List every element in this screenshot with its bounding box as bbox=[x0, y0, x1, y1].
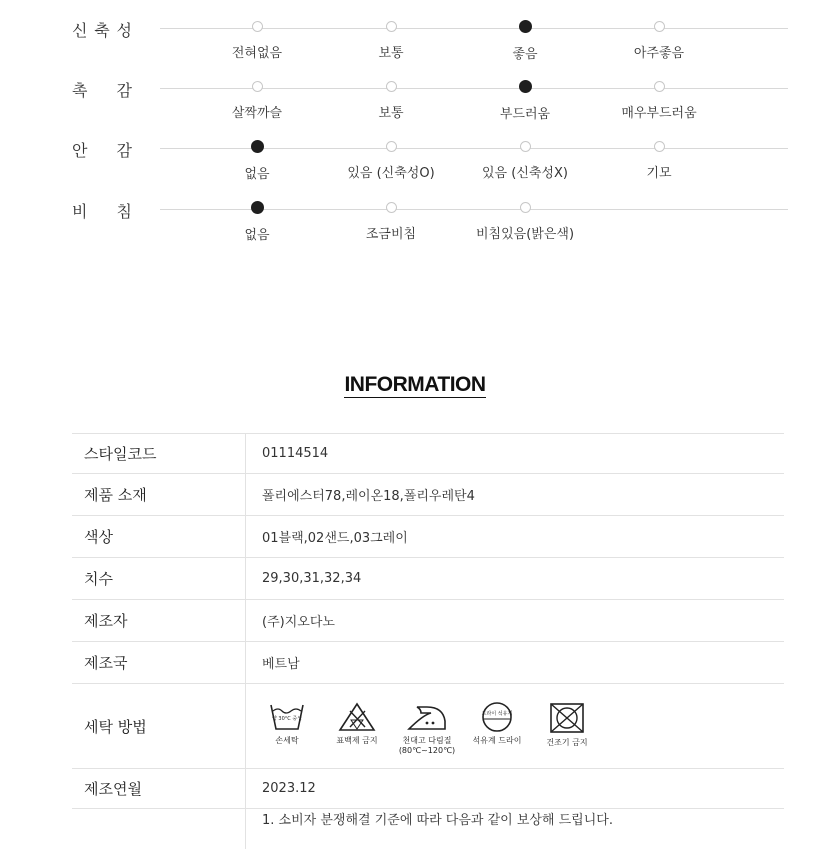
rating-option bbox=[579, 21, 739, 61]
info-value: 폴리에스터78,레이온18,폴리우레탄4 bbox=[246, 474, 785, 516]
info-key: 제품 소재 bbox=[72, 474, 246, 516]
no-tumble-dry-icon bbox=[532, 701, 602, 735]
care-item bbox=[532, 701, 602, 748]
rating-label: 비 침 bbox=[72, 202, 134, 221]
info-key: 색상 bbox=[72, 516, 246, 558]
info-row bbox=[72, 434, 784, 474]
care-row bbox=[72, 684, 784, 769]
rating-option bbox=[579, 81, 739, 121]
selected-dot bbox=[251, 140, 264, 153]
rating-option-label: 있음 (신축성O) bbox=[347, 166, 435, 181]
rating-dot bbox=[252, 21, 263, 32]
rating-dot bbox=[654, 21, 665, 32]
rating-option-label: 비침있음(밝은색) bbox=[475, 227, 575, 242]
rating-dot bbox=[386, 141, 397, 152]
info-value: 베트남 bbox=[246, 642, 785, 684]
care-caption: 천대고 다림질 bbox=[402, 735, 452, 745]
info-row bbox=[72, 600, 784, 642]
rating-option bbox=[579, 141, 739, 181]
info-key: 제조연월 bbox=[72, 769, 246, 809]
rating-dot bbox=[386, 81, 397, 92]
rating-dot bbox=[654, 81, 665, 92]
info-value: 29,30,31,32,34 bbox=[246, 558, 785, 600]
info-row bbox=[72, 642, 784, 684]
info-row bbox=[72, 516, 784, 558]
care-caption: 표백제 금지 bbox=[336, 735, 378, 745]
rating-option bbox=[445, 202, 605, 242]
info-key-empty bbox=[72, 809, 246, 849]
rating-row bbox=[0, 81, 830, 144]
rating-dot bbox=[654, 141, 665, 152]
care-caption: 건조기 금지 bbox=[546, 737, 588, 747]
care-item bbox=[252, 701, 322, 746]
care-caption: 손세탁 bbox=[275, 735, 299, 745]
rating-row bbox=[0, 21, 830, 84]
care-item bbox=[462, 701, 532, 746]
rating-option-label: 기모 bbox=[646, 166, 672, 181]
info-row bbox=[72, 769, 784, 809]
iron-icon bbox=[392, 701, 462, 733]
rating-option-label: 살짝까슬 bbox=[231, 106, 283, 121]
care-caption-sub: (80℃~120℃) bbox=[398, 745, 456, 755]
info-row bbox=[72, 558, 784, 600]
rating-dot bbox=[520, 141, 531, 152]
dry-clean-text: 드라이 석유계 bbox=[481, 710, 513, 717]
info-key: 제조국 bbox=[72, 642, 246, 684]
rating-option-label: 매우부드러움 bbox=[621, 106, 697, 121]
information-table bbox=[72, 433, 784, 849]
selected-dot bbox=[251, 201, 264, 214]
rating-option-label: 있음 (신축성X) bbox=[482, 166, 568, 181]
rating-option-label: 없음 bbox=[244, 167, 270, 182]
hand-wash-text: 약 30°C 중성 bbox=[271, 715, 303, 722]
info-key: 치수 bbox=[72, 558, 246, 600]
rating-option-label: 보통 bbox=[378, 106, 404, 121]
info-value: 01블랙,02샌드,03그레이 bbox=[246, 516, 785, 558]
rating-label: 촉 감 bbox=[72, 81, 134, 100]
rating-row bbox=[0, 141, 830, 204]
selected-dot bbox=[519, 20, 532, 33]
rating-row bbox=[0, 202, 830, 265]
rating-label: 안 감 bbox=[72, 141, 134, 160]
info-row bbox=[72, 474, 784, 516]
info-key: 스타일코드 bbox=[72, 434, 246, 474]
selected-dot bbox=[519, 80, 532, 93]
care-caption: 석유계 드라이 bbox=[472, 735, 522, 745]
info-key: 제조자 bbox=[72, 600, 246, 642]
rating-option-label: 좋음 bbox=[512, 47, 538, 62]
care-item bbox=[322, 701, 392, 746]
care-icons bbox=[246, 684, 785, 769]
hand-wash-icon bbox=[252, 701, 322, 733]
info-value: 2023.12 bbox=[246, 769, 785, 809]
rating-dot bbox=[386, 21, 397, 32]
dry-clean-icon bbox=[462, 701, 532, 733]
rating-option-label: 전혀없음 bbox=[231, 46, 283, 61]
rating-dot bbox=[520, 202, 531, 213]
info-key: 세탁 방법 bbox=[72, 684, 246, 769]
rating-option-label: 보통 bbox=[378, 46, 404, 61]
rating-dot bbox=[386, 202, 397, 213]
rating-dot bbox=[252, 81, 263, 92]
care-icon-list bbox=[252, 697, 784, 756]
no-bleach-icon bbox=[322, 701, 392, 733]
rating-option-label: 아주좋음 bbox=[633, 46, 685, 61]
info-value: 01114514 bbox=[246, 434, 785, 474]
rating-option-label: 조금비침 bbox=[365, 227, 417, 242]
information-title: INFORMATION bbox=[344, 373, 486, 396]
notice-text: 1. 소비자 분쟁해결 기준에 따라 다음과 같이 보상해 드립니다. bbox=[262, 813, 613, 828]
rating-option-label: 없음 bbox=[244, 228, 270, 243]
rating-option-label: 부드러움 bbox=[499, 107, 551, 122]
notice-row bbox=[72, 809, 784, 849]
care-item bbox=[392, 701, 462, 756]
rating-label: 신 축 성 bbox=[72, 21, 134, 40]
info-value: (주)지오다노 bbox=[246, 600, 785, 642]
